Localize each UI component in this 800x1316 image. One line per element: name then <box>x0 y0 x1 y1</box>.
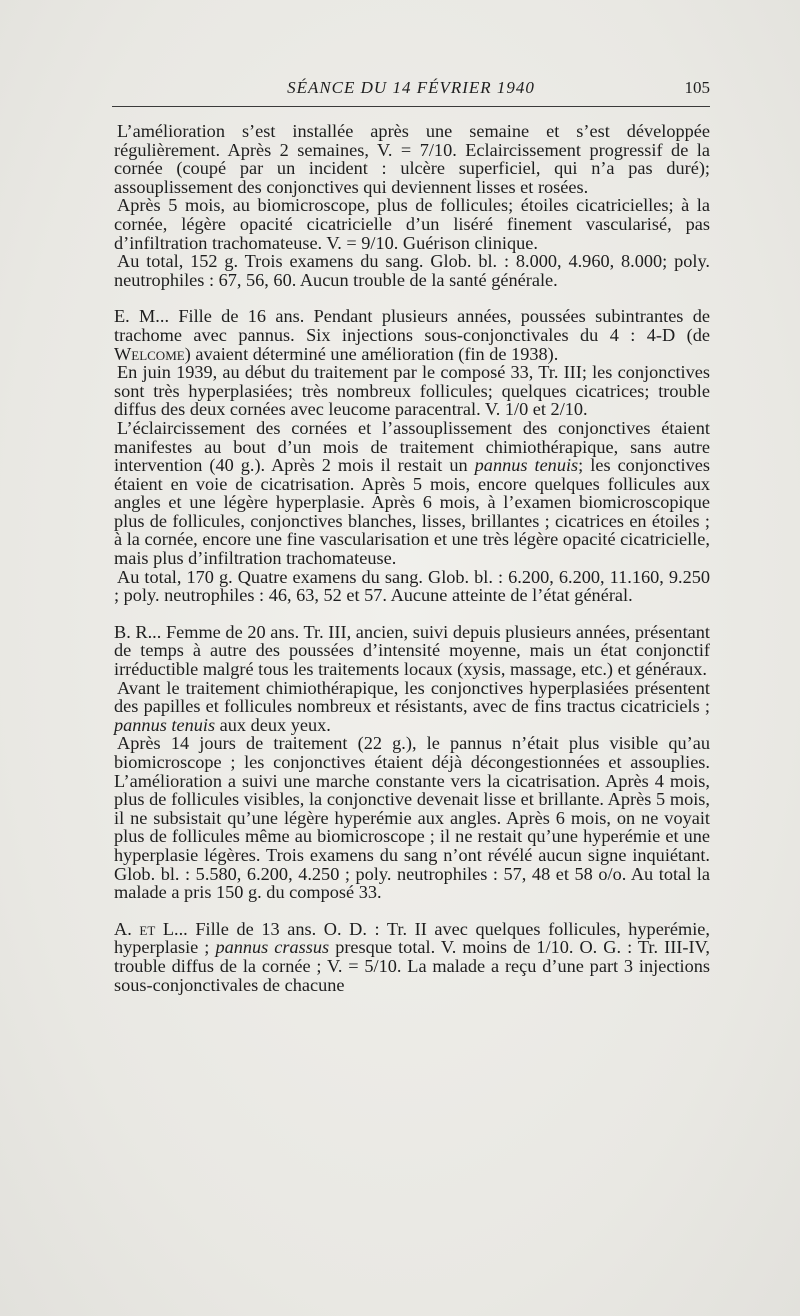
italic-run: pannus crassus <box>215 937 330 958</box>
paragraph: Au total, 152 g. Trois examens du sang. Glob. bl. : 8.000, 4.960, 8.000; poly. neutrophiles : 67, 56, 60. Aucun trouble de la santé générale. <box>114 251 710 290</box>
header-rule <box>112 106 710 107</box>
paragraph: L’amélioration s’est installée après une semaine et s’est développée régulièrement. Après 2 semaines, V. = 7/10. Eclaircissement progressif de la cornée (coupé par un incident : ulcère superficiel, qui n’a pas duré); assouplissement des conjonctives qui deviennent lisses et rosées. <box>114 121 710 197</box>
italic-run: pannus tenuis <box>114 714 216 735</box>
paragraph <box>114 679 710 735</box>
text-run: ; les conjonctives étaient en voie de cicatrisation. Après 5 mois, encore quelques follicules aux angles et une légère hyperplasie. Après 6 mois, à l’examen biomicroscopique plus de follicules, conjonctives blanches, lisses, brillantes ; cicatrices en étoiles ; à la cornée, encore une fine vascularisation et une très légère opacité cicatricielle, mais plus d’infiltration trachomateuse. <box>114 455 710 569</box>
body-text <box>114 122 710 994</box>
paragraph: Après 5 mois, au biomicroscope, plus de follicules; étoiles cicatricielles; à la cornée, légère opacité cicatricielle d’un liséré finement vascularisé, pas d’infiltration trachomateuse. V. = 9/10. Guérison clinique. <box>114 195 710 253</box>
case-paragraph-br: B. R... Femme de 20 ans. Tr. III, ancien, suivi depuis plusieurs années, présentant de temps à autre des poussées d’intensité moyenne, mais un état conjonctif irréductible malgré tous les traitements locaux (xysis, massage, etc.) et généraux. <box>114 621 710 680</box>
small-caps-run: A. et <box>114 918 156 939</box>
text-run: Avant le traitement chimiothérapique, les conjonctives hyperplasiées présentent des papilles et follicules nombreux et résistants, avec de fins tractus cicatriciels ; <box>114 677 710 717</box>
text-run: L’éclaircissement des cornées et l’assouplissement des conjonctives étaient manifestes au bout d’un mois de traitement chimiothérapique, sans autre intervention (40 g.). Après 2 mois il restait un <box>114 417 710 476</box>
paragraph: En juin 1939, au début du traitement par le composé 33, Tr. III; les conjonctives sont très hyperplasiées; très nombreux follicules; quelques cicatrices; trouble diffus des deux cornées avec leucome paracentral. V. 1/0 et 2/10. <box>114 362 710 420</box>
paragraph: Après 14 jours de traitement (22 g.), le pannus n’était plus visible qu’au biomicroscope ; les conjonctives étaient déjà décongestionnées et assouplies. L’amélioration a suivi une marche constante vers la cicatrisation. Après 4 mois, plus de follicules visibles, la conjonctive devenait lisse et brillante. Après 5 mois, il ne subsistait qu’une légère hyperémie aux angles. Après 6 mois, on ne voyait plus de follicules même au biomicroscope ; il ne restait qu’une hyperémie et une hyperplasie légères. Trois examens du sang n’ont révélé aucun signe inquiétant. Glob. bl. : 5.580, 6.200, 4.250 ; poly. neutrophiles : 57, 48 et 58 o/o. Au total la malade a pris 150 g. du composé 33. <box>114 733 710 903</box>
text-run: L... Fille de 13 ans. O. D. : Tr. II avec quelques follicules, hyperémie, hyperplasie ; <box>114 918 710 958</box>
page-header <box>112 76 710 106</box>
case-paragraph-em <box>114 307 710 363</box>
page-number: 105 <box>684 78 710 97</box>
text-run: ) avaient déterminé une amélioration (fin de 1938). <box>184 343 559 364</box>
paragraph: Au total, 170 g. Quatre examens du sang. Glob. bl. : 6.200, 6.200, 11.160, 9.250 ; poly. neutrophiles : 46, 63, 52 et 57. Aucune atteinte de l’état général. <box>114 566 710 606</box>
small-caps-run: Welcome <box>114 343 185 364</box>
case-paragraph-al <box>114 920 710 994</box>
text-run: aux deux yeux. <box>215 714 331 735</box>
text-run: presque total. V. moins de 1/10. O. G. : Tr. III-IV, trouble diffus de la cornée ; V. = 5/10. La malade a reçu d’une part 3 injections sous-conjonctivales de chacune <box>114 937 710 995</box>
paragraph <box>114 419 710 568</box>
running-title: SÉANCE DU 14 FÉVRIER 1940 <box>287 78 535 97</box>
italic-run: pannus tenuis <box>474 455 579 476</box>
text-run: E. M... Fille de 16 ans. Pendant plusieurs années, poussées subintrantes de trachome avec pannus. Six injections sous-conjonctivales du 4 : 4-D (de <box>114 306 710 345</box>
